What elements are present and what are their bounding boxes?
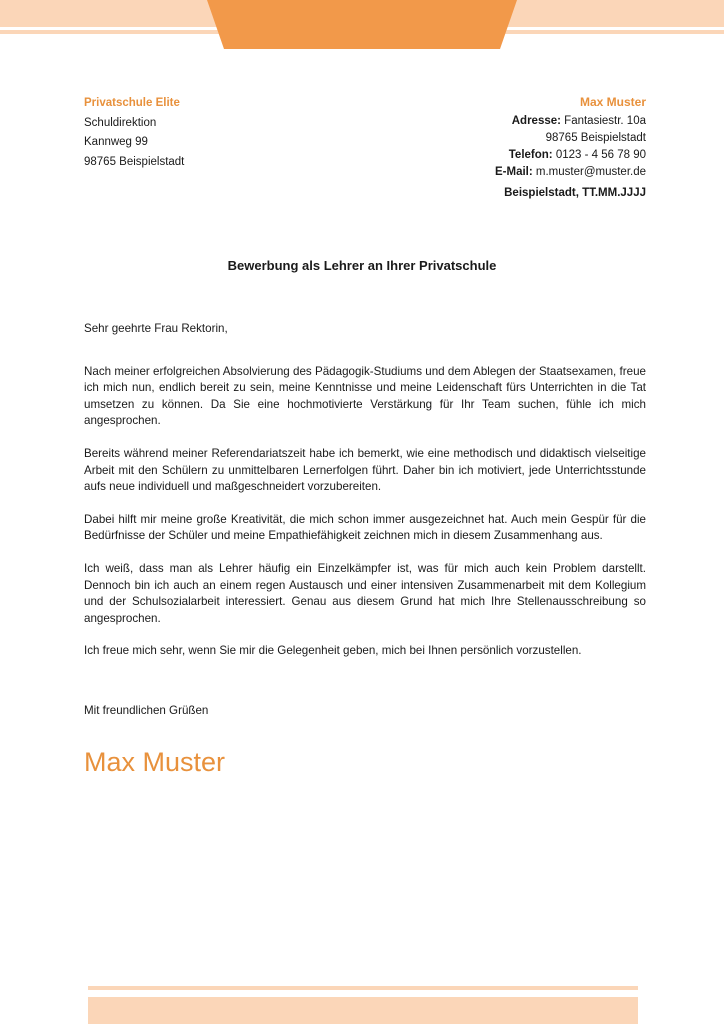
recipient-address-line: 98765 Beispielstadt (84, 155, 185, 168)
sender-address-row (316, 113, 646, 130)
sender-phone-row (316, 147, 646, 164)
footer-peach-block (88, 997, 638, 1024)
footer-peach-rule (88, 986, 638, 990)
header-orange-trapezoid (0, 0, 724, 49)
sender-phone-label: Telefon: (508, 149, 553, 161)
closing-phrase: Mit freundlichen Grüßen (84, 704, 209, 717)
place-and-date: Beispielstadt, TT.MM.JJJJ (504, 187, 646, 199)
body-paragraph: Nach meiner erfolgreichen Absolvierung des Pädagogik-Studiums und dem Ablegen der Staatsexamen, freue ich mich nun, endlich bereit zu sein, meine Kenntnisse und meine Leidenschaft fürs Unterrichten in die Tat umsetzen zu können. Da Sie eine hochmotivierte Verstärkung für Ihr Team suchen, fühle ich mich angesprochen. (84, 364, 646, 428)
sender-city-value: 98765 Beispielstadt (545, 132, 646, 144)
recipient-address-line: Schuldirektion (84, 116, 157, 129)
salutation: Sehr geehrte Frau Rektorin, (84, 322, 228, 335)
sender-address-value: Fantasiestr. 10a (564, 115, 646, 127)
sender-email-row (316, 164, 646, 181)
recipient-organization: Privatschule Elite (84, 97, 180, 109)
closing-request-paragraph: Ich freue mich sehr, wenn Sie mir die Gelegenheit geben, mich bei Ihnen persönlich vorzustellen. (84, 644, 582, 658)
body-paragraph: Dabei hilft mir meine große Kreativität, die mich schon immer ausgezeichnet hat. Auch mein Gespür für die Bedürfnisse der Schüler und meine Empathiefähigkeit zeichnen mich in diesem Zusammenhang aus. (84, 512, 646, 543)
letter-sheet (0, 55, 724, 980)
sender-phone-value: 0123 - 4 56 78 90 (555, 149, 646, 161)
sender-contact-block (316, 94, 646, 181)
signature-name: Max Muster (84, 747, 226, 773)
body-paragraph: Bereits während meiner Referendariatszeit habe ich bemerkt, wie eine methodisch und didaktisch vielseitige Arbeit mit den Schülern zu unmittelbaren Lernerfolgen führt. Daher bin ich motiviert, jede Unterrichtsstunde aufs neue individuell und maßgeschneidert vorzubereiten. (84, 446, 646, 494)
footer-decoration (88, 986, 638, 1024)
closing-and-signature (84, 703, 646, 773)
sender-name: Max Muster (579, 95, 646, 109)
sender-email-label: E-Mail: (495, 166, 533, 178)
body-paragraph: Ich weiß, dass man als Lehrer häufig ein Einzelkämpfer ist, was für mich auch kein Problem darstellt. Dennoch bin ich auch an einem regen Austausch und einer intensiven Zusammenarbeit mit dem Kollegium und der Schulsozialarbeit interessiert. Genau aus diesem Grund hat mich Ihre Stellenausschreibung so angesprochen. (84, 561, 646, 625)
header-decoration (0, 0, 724, 55)
sender-address-label: Adresse: (511, 115, 561, 127)
sender-city-row (316, 130, 646, 147)
letter-body (84, 321, 646, 660)
subject-line: Bewerbung als Lehrer an Ihrer Privatschule (227, 258, 497, 273)
recipient-address-line: Kannweg 99 (84, 136, 148, 148)
sender-email-value: m.muster@muster.de (535, 166, 646, 178)
